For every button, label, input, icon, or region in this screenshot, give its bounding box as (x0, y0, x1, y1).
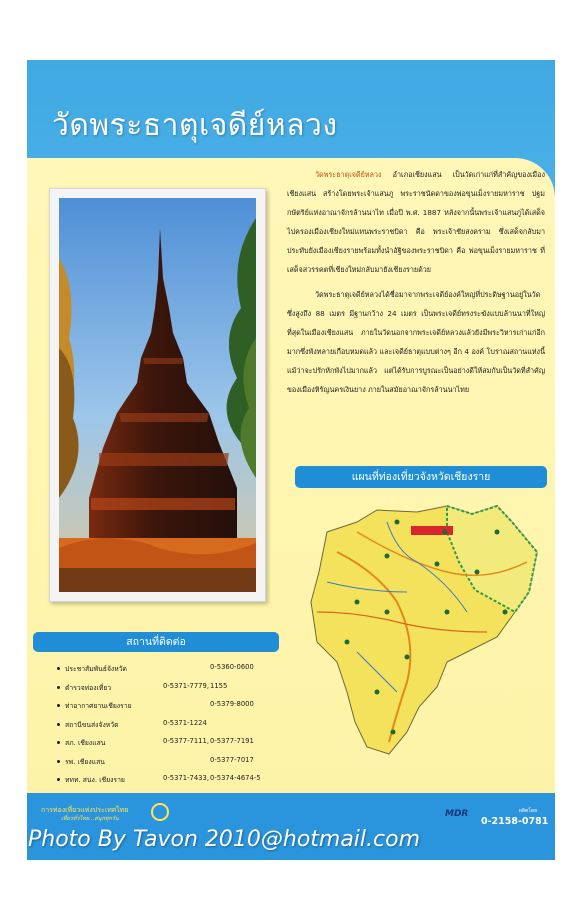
contact-tel-2: 0-5377-7017 (210, 755, 254, 764)
contact-name: สถานีขนส่งจังหวัด (65, 720, 119, 729)
stupa-photo (49, 188, 266, 602)
tat-tagline: เที่ยวทั่วไทย...สนุกทุกวัน (61, 816, 119, 822)
contact-row (57, 737, 297, 756)
bullet (57, 741, 60, 744)
article-paragraph-2: วัดพระธาตุเจดีย์หลวงได้ชื่อมาจากพระเจดีย์องค์ใหญ่ที่ประดิษฐานอยู่ในวัด ซึ่งสูงถึง 88 เมตร มีฐานกว้าง 24 เมตร เป็นพระเจดีย์ทรงระฆังแบบล้านนาที่ใหญ่ที่สุดในเมืองเชียงแสน ภายในวัดนอกจากพระเจดีย์หลวงแล้วยังมีพระวิหารเก่าแก่อีกมากซึ่งพังทลายเกือบหมดแล้ว และเจดีย์ธาตุแบบต่างๆ อีก 4 องค์ โบราณสถานแห่งนี้แม้ว่าจะปรักหักพังไปมากแล้ว แต่ได้รับการบูรณะเป็นอย่างดีให้สมกับเป็นวัดที่สำคัญของเมืองหิรัญนครเงินยาง ภายในสมัยอาณาจักรล้านนาไทย (287, 290, 545, 394)
bullet (57, 778, 60, 781)
contact-tel-2: 0-5374-4674-5 (210, 774, 261, 782)
stupa-illustration (59, 198, 256, 592)
bullet (57, 704, 60, 707)
poster-title: วัดพระธาตุเจดีย์หลวง (52, 108, 338, 143)
contact-tel: 0-5371-1224 (163, 718, 207, 727)
contact-tel-2: 0-5360-0600 (210, 663, 254, 671)
tat-name: การท่องเที่ยวแห่งประเทศไทย (41, 806, 129, 814)
contact-list (57, 663, 297, 793)
article-highlight: วัดพระธาตุเจดีย์หลวง (315, 170, 382, 179)
contact-name: ประชาสัมพันธ์จังหวัด (65, 665, 127, 673)
mdr-logo: MDR (445, 809, 469, 819)
bullet (57, 723, 60, 726)
contact-name: ททท. สนง. เชียงราย (65, 776, 125, 784)
contact-row (57, 774, 297, 793)
contact-name: สภ. เชียงแสน (65, 739, 106, 747)
contact-tel-2: 0-5377-7191 (210, 737, 254, 745)
contact-name: รพ. เชียงแสน (65, 757, 105, 766)
contact-row (57, 682, 297, 701)
contact-row (57, 663, 297, 682)
contact-name: ตำรวจท่องเที่ยว (65, 683, 112, 692)
publisher-phone: 0-2158-0781 (481, 816, 549, 827)
publisher-label: ผลิตโดย (519, 808, 538, 814)
photo-watermark: Photo By Tavon 2010@hotmail.com (28, 827, 421, 852)
contact-row (57, 719, 297, 738)
contact-tel-2: 1155 (210, 681, 228, 690)
map-banner: แผนที่ท่องเที่ยวจังหวัดเชียงราย (295, 466, 547, 488)
article-paragraph-1 (287, 165, 545, 279)
contact-tel: 0-5377-7111, (163, 737, 209, 745)
article-p1-rest: อำเภอเชียงแสน เป็นวัดเก่าแก่ที่สำคัญของเมืองเชียงแสน สร้างโดยพระเจ้าแสนภู พระราชนัดดาของพ่อขุนเม็งรายมหาราช ปฐมกษัตริย์แห่งอาณาจักรล้านนาไท เมื่อปี พ.ศ. 1887 หลังจากนั้นพระเจ้าแสนภูได้เสด็จไปครองเมืองเชียงใหม่แทนพระราชบิดา คือ พระเจ้าชัยสงคราม ซึ่งเสด็จกลับมาประทับยังเมืองเชียงรายพร้อมทั้งนำอัฐิของพระราชบิดา คือ พ่อขุนเม็งรายมหาราช ที่เสด็จสวรรคตที่เชียงใหม่กลับมายังเชียงรายด้วย (287, 170, 545, 274)
province-map (297, 492, 547, 762)
tat-logo-icon (151, 803, 169, 821)
bullet (57, 686, 60, 689)
contact-name: ท่าอากาศยานเชียงราย (65, 702, 132, 710)
chiang-rai-map (297, 492, 547, 762)
bullet (57, 667, 60, 670)
article-text (287, 165, 545, 405)
contact-tel: 0-5371-7433, (163, 774, 209, 782)
contact-tel-2: 0-5379-8000 (210, 700, 254, 708)
contact-tel: 0-5371-7779, (163, 681, 209, 690)
contact-row (57, 700, 297, 719)
bullet (57, 760, 60, 763)
poster (27, 60, 555, 860)
contact-row (57, 756, 297, 775)
contact-banner: สถานที่ติดต่อ (33, 632, 279, 652)
